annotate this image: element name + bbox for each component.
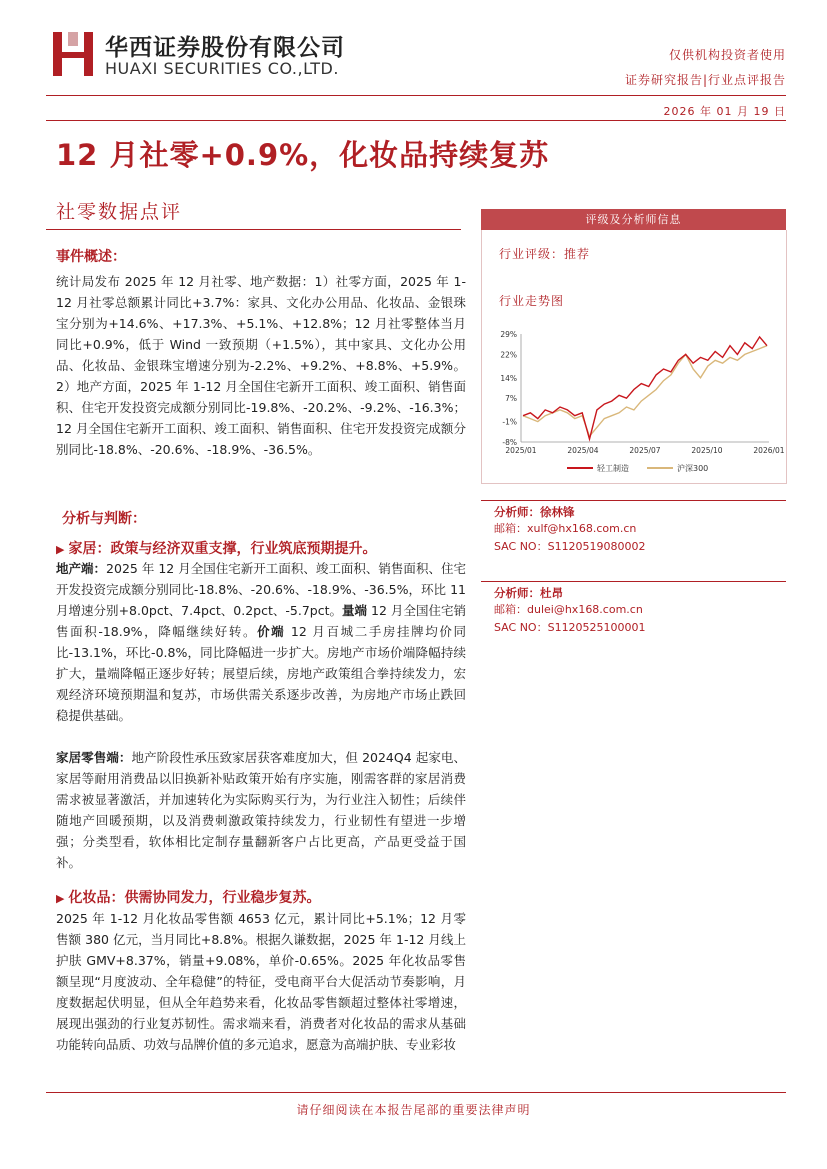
date-divider — [46, 120, 786, 121]
analyst-name: 分析师：徐林锋 — [494, 505, 575, 519]
report-title: 12 月社零+0.9%，化妆品持续复苏 — [56, 138, 550, 172]
analyst-2 — [481, 581, 786, 637]
home-retail-paragraph — [56, 747, 466, 873]
cosmetics-heading-text: 化妆品：供需协同发力，行业稳步复苏。 — [68, 890, 321, 906]
analyst-1 — [481, 500, 786, 556]
price-label: 价端 — [257, 624, 286, 639]
analyst-sac: SAC NO：S1120519080002 — [494, 540, 646, 553]
legal-notice: 请仔细阅读在本报告尾部的重要法律声明 — [296, 1103, 531, 1117]
home-realestate-paragraph — [56, 558, 466, 726]
cosmetics-text: 2025 年 1-12 月化妆品零售额 4653 亿元，累计同比+5.1%；12 月零售额 380 亿元，当月同比+8.8%。根据久谦数据，2025 年 1-12 月线上护肤 GMV+8.37%，销量+9.08%，单价-0.65%。2025 年化妆品零售额呈现“月度波动、全年稳健”的特征，受电商平台大促活动节奏影响，月度数据起伏明显，但从全年趋势来看，化妆品零售额超过整体社零增速，展现出强劲的行业复苏韧性。需求端来看，消费者对化妆品的需求从基础功能转向品质、功效与品牌价值的多元追求，愿意为高端护肤、专业彩妆 — [56, 911, 466, 1052]
triangle-bullet-icon: ▶ — [56, 543, 65, 556]
analyst-sac: SAC NO：S1120525100001 — [494, 621, 646, 634]
y-tick-label: -8% — [502, 438, 517, 447]
trend-chart-title: 行业走势图 — [499, 294, 565, 308]
analyst-email: 邮箱：dulei@hx168.com.cn — [494, 603, 643, 616]
legend-label: 沪深300 — [677, 464, 709, 473]
analyst-email: 邮箱：xulf@hx168.com.cn — [494, 522, 637, 535]
retail-text: 地产阶段性承压致家居获客难度加大，但 2024Q4 起家电、家居等耐用消费品以旧换新补贴政策开始有序实施，刚需客群的家居消费需求被显著激活，并加速转化为实际购买行为，为行业注入韧性；后续伴随地产回暖预期，以及消费刺激政策持续发力，行业韧性有望进一步增强；分类型看，软体相比定制存量翻新客户占比更高，产品更受益于国补。 — [56, 750, 466, 870]
trend-chart — [489, 322, 785, 482]
footer-divider — [46, 1092, 786, 1093]
price-text: 12 月百城二手房挂牌均价同比-13.1%，环比-0.8%，同比降幅进一步扩大。房地产市场价端降幅持续扩大，量端降幅正逐步好转；展望后续，房地产政策组合拳持续发力，宏观经济环境预期温和复苏，市场供需关系逐步改善，为房地产市场止跌回稳提供基础。 — [56, 624, 466, 723]
y-tick-label: -1% — [502, 417, 517, 427]
x-tick-label: 2025/04 — [567, 446, 599, 455]
volume-label: 量端 — [342, 603, 368, 618]
subtitle-underline — [46, 229, 461, 230]
home-heading — [56, 538, 376, 558]
header-divider — [46, 95, 786, 96]
industry-rating: 行业评级：推荐 — [499, 247, 591, 261]
x-tick-label: 2025/01 — [505, 446, 537, 455]
home-heading-text: 家居：政策与经济双重支撑，行业筑底预期提升。 — [68, 541, 377, 557]
audience-note: 仅供机构投资者使用 — [668, 48, 786, 62]
retail-label: 家居零售端： — [56, 750, 132, 765]
analyst-name: 分析师：杜昂 — [494, 586, 563, 600]
realestate-label: 地产端： — [56, 561, 107, 576]
company-name-cn: 华西证券股份有限公司 — [105, 35, 345, 61]
panel-header: 评级及分析师信息 — [481, 209, 786, 230]
y-tick-label: 7% — [505, 394, 517, 404]
x-tick-label: 2025/10 — [691, 446, 723, 455]
report-subtitle: 社零数据点评 — [56, 201, 183, 223]
y-tick-label: 29% — [500, 330, 517, 339]
cosmetics-heading — [56, 887, 320, 907]
x-tick-label: 2025/07 — [629, 446, 661, 455]
company-name-en: HUAXI SECURITIES CO.,LTD. — [105, 59, 339, 78]
analysis-heading: 分析与判断： — [62, 511, 146, 527]
triangle-bullet-icon: ▶ — [56, 892, 65, 905]
y-tick-label: 22% — [500, 350, 517, 360]
company-logo-mark — [51, 30, 95, 78]
trend-chart-svg — [489, 322, 785, 482]
volume-text: 12 月全国住宅销售面积-18.9%，降幅继续好转。 — [56, 603, 466, 639]
report-type: 证券研究报告|行业点评报告 — [624, 73, 786, 87]
y-tick-label: 14% — [500, 373, 517, 383]
x-tick-label: 2026/01 — [753, 446, 785, 455]
realestate-text: 2025 年 12 月全国住宅新开工面积、竣工面积、销售面积、住宅开发投资完成额分别同比-18.8%、-20.6%、-18.9%、-36.5%，环比 11 月增速分别+8.0pct、7.4pct、0.2pct、-5.7pct。 — [56, 561, 466, 618]
report-date: 2026 年 01 月 19 日 — [663, 105, 786, 118]
series-line-csi300 — [523, 346, 767, 437]
event-heading: 事件概述： — [56, 249, 126, 265]
series-line-light-industry — [523, 337, 767, 439]
event-text: 统计局发布 2025 年 12 月社零、地产数据：1）社零方面，2025 年 1-12 月社零总额累计同比+3.7%：家具、文化办公用品、化妆品、金银珠宝分别为+14.6%、+17.3%、+5.1%、+12.8%；12 月社零整体当月同比+0.9%，低于 Wind 一致预期（+1.5%），其中家具、文化办公用品、化妆品、金银珠宝增速分别为-2.2%、+9.2%、+8.8%、+5.9%。2）地产方面，2025 年 1-12 月全国住宅新开工面积、竣工面积、销售面积、住宅开发投资完成额分别同比-19.8%、-20.2%、-9.2%、-16.3%；12 月全国住宅新开工面积、竣工面积、销售面积、住宅开发投资完成额分别同比-18.8%、-20.6%、-18.9%、-36.5%。 — [56, 274, 466, 457]
legend-label: 轻工制造 — [597, 464, 629, 473]
